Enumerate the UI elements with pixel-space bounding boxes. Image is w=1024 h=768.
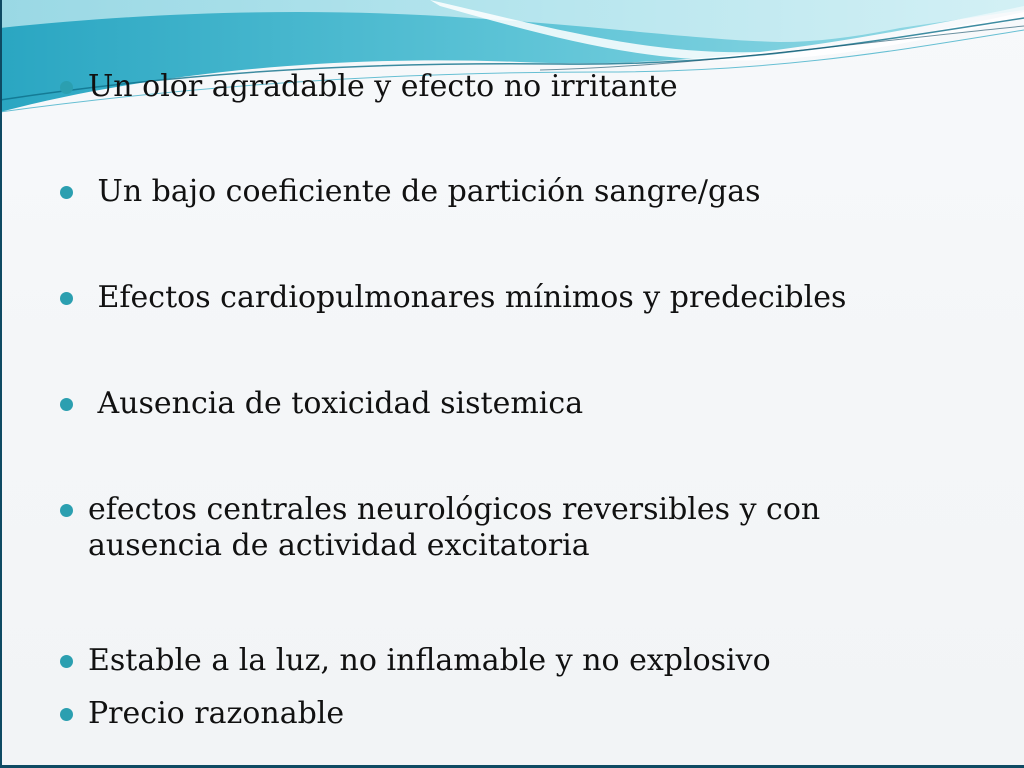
bullet-icon [60,186,73,199]
bullet-text: Estable a la luz, no inflamable y no explosivo [88,643,771,678]
bullet-icon [60,81,73,94]
bullet-icon [60,504,73,517]
bullet-icon [60,398,73,411]
bullet-text: Un bajo coeficiente de partición sangre/gas [88,174,761,209]
bullet-icon [60,655,73,668]
bullet-icon [60,708,73,721]
bullet-text: efectos centrales neurológicos reversibles y con ausencia de actividad excitatoria [88,492,821,563]
bullet-text: Ausencia de toxicidad sistemica [88,386,584,421]
bullet-text: Precio razonable [88,696,345,731]
bullet-text: Efectos cardiopulmonares mínimos y predecibles [88,280,847,315]
bullet-icon [60,292,73,305]
bullet-text: Un olor agradable y efecto no irritante [88,69,678,104]
